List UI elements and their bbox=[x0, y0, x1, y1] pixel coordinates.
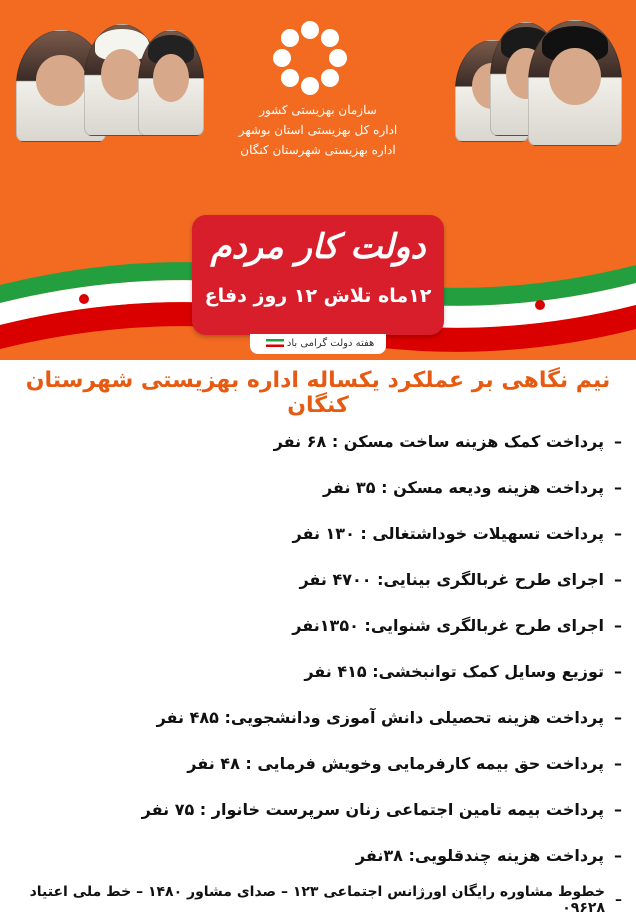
item-text: پرداخت هزینه تحصیلی دانش آموزی ودانشجویی: ۴۸۵ نفر bbox=[156, 707, 604, 727]
report-title: نیم نگاهی بر عملکرد یکساله اداره بهزیستی شهرستان کنگان bbox=[25, 368, 611, 418]
list-item bbox=[12, 648, 622, 694]
item-text: اجرای طرح غربالگری بینایی: ۴۷۰۰ نفر bbox=[299, 569, 604, 589]
portrait-left-3 bbox=[138, 30, 204, 136]
item-text: توزیع وسایل کمک توانبخشی: ۴۱۵ نفر bbox=[304, 661, 604, 681]
org-lines bbox=[218, 100, 418, 160]
list-item bbox=[12, 418, 622, 464]
org-line-2: اداره کل بهزیستی استان بوشهر bbox=[238, 123, 398, 137]
poster-header bbox=[0, 0, 636, 360]
list-item bbox=[12, 510, 622, 556]
org-line-3: اداره بهزیستی شهرستان کنگان bbox=[240, 143, 396, 157]
list-item bbox=[12, 556, 622, 602]
dash-bullet: – bbox=[614, 615, 622, 635]
dash-bullet: – bbox=[614, 845, 622, 865]
week-tag bbox=[250, 334, 386, 354]
item-text: خطوط مشاوره رایگان اورژانس اجتماعی ۱۲۳ – صدای مشاور ۱۴۸۰ – خط ملی اعتیاد ۰۹۶۲۸ bbox=[29, 884, 605, 916]
list-item bbox=[12, 878, 622, 922]
item-text: اجرای طرح غربالگری شنوایی: ۱۳۵۰نفر bbox=[292, 615, 604, 635]
dash-bullet: – bbox=[614, 707, 622, 727]
slogan-title: دولت کار مردم bbox=[210, 227, 426, 267]
dash-bullet: – bbox=[614, 661, 622, 681]
list-item bbox=[12, 832, 622, 878]
dash-bullet: – bbox=[614, 799, 622, 819]
list-item bbox=[12, 602, 622, 648]
achievements-list bbox=[12, 418, 622, 922]
dash-bullet: – bbox=[614, 753, 622, 773]
list-item bbox=[12, 740, 622, 786]
org-line-1: سازمان بهزیستی کشور bbox=[259, 103, 377, 117]
dash-bullet: – bbox=[614, 431, 622, 451]
mini-flag-icon bbox=[266, 339, 284, 347]
list-item bbox=[12, 464, 622, 510]
item-text: پرداخت هزینه ودیعه مسکن : ۳۵ نفر bbox=[322, 477, 604, 497]
item-text: پرداخت تسهیلات خوداشتغالی : ۱۳۰ نفر bbox=[292, 523, 604, 543]
dash-bullet: – bbox=[614, 477, 622, 497]
dash-bullet: – bbox=[614, 523, 622, 543]
item-text: پرداخت کمک هزینه ساخت مسکن : ۶۸ نفر bbox=[273, 431, 604, 451]
slogan-subtitle: ۱۲ماه تلاش ۱۲ روز دفاع bbox=[204, 285, 432, 307]
list-item bbox=[12, 694, 622, 740]
item-text: پرداخت بیمه تامین اجتماعی زنان سرپرست خانوار : ۷۵ نفر bbox=[141, 799, 604, 819]
item-text: پرداخت حق بیمه کارفرمایی وخویش فرمایی : ۴۸ نفر bbox=[187, 753, 604, 773]
item-text: پرداخت هزینه چندقلویی: ۳۸نفر bbox=[355, 845, 604, 865]
portrait-right-3 bbox=[528, 20, 622, 146]
week-tag-label: هفته دولت گرامی باد bbox=[286, 338, 375, 349]
dash-bullet: – bbox=[615, 892, 622, 908]
list-item bbox=[12, 786, 622, 832]
slogan-box bbox=[192, 215, 444, 335]
behzisti-logo bbox=[270, 18, 350, 98]
dash-bullet: – bbox=[614, 569, 622, 589]
